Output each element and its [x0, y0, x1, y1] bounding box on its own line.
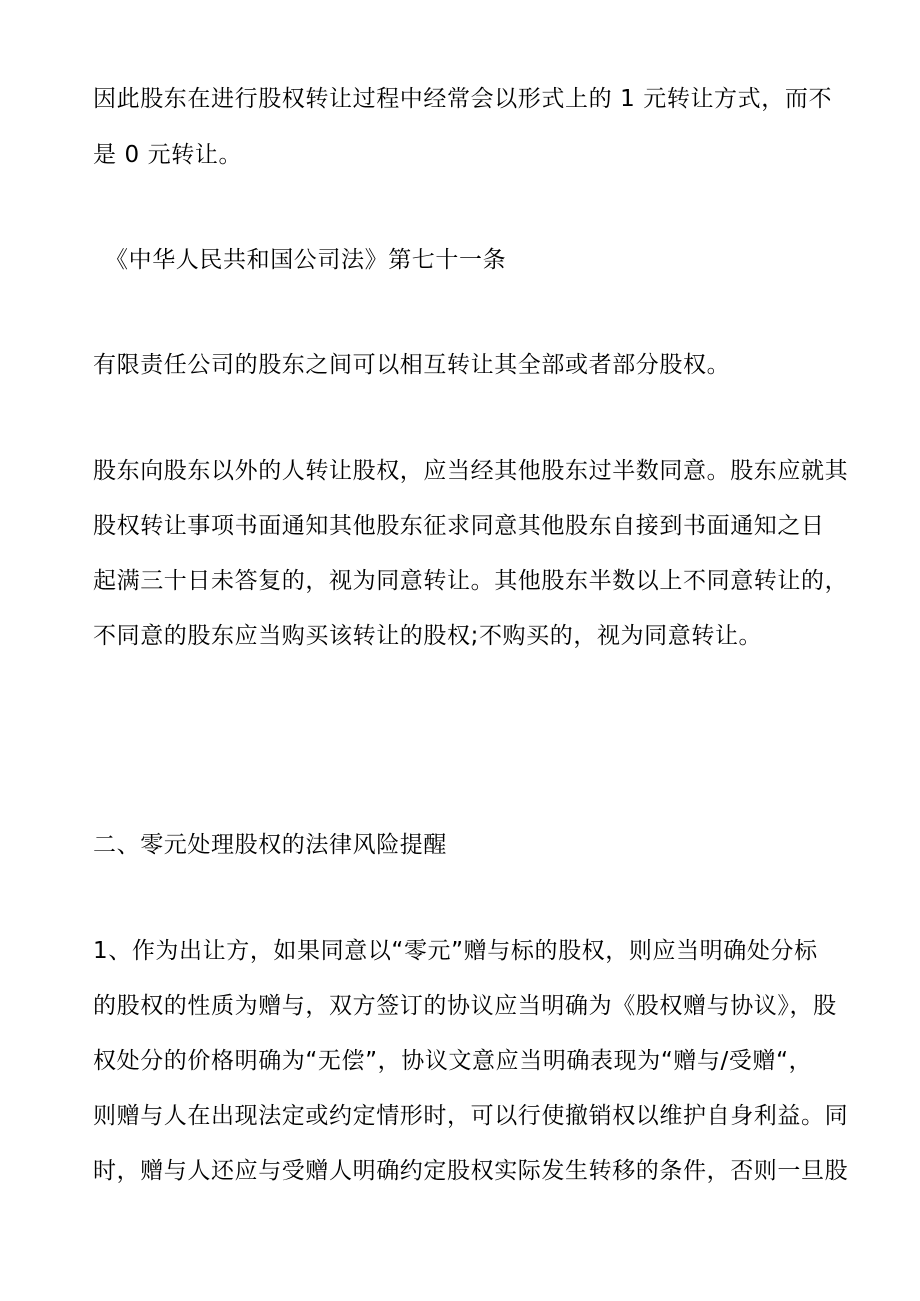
text-line-5: 股权转让事项书面通知其他股东征求同意其他股东自接到书面通知之日 [93, 513, 825, 539]
text-line-7: 不同意的股东应当购买该转让的股权;不购买的，视为同意转让。 [93, 623, 763, 649]
text-line-4: 股东向股东以外的人转让股权，应当经其他股东过半数同意。股东应就其 [93, 458, 849, 484]
text-line-12: 时，赠与人还应与受赠人明确约定股权实际发生转移的条件，否则一旦股 [93, 1158, 849, 1184]
text-line-3: 有限责任公司的股东之间可以相互转让其全部或者部分股权。 [93, 352, 731, 378]
text-line-10: 权处分的价格明确为“无偿”，协议文意应当明确表现为“赠与/受赠“， [93, 1048, 813, 1074]
text-line-9: 的股权的性质为赠与，双方签订的协议应当明确为《股权赠与协议》，股 [93, 993, 837, 1019]
text-line-8: 1、作为出让方，如果同意以“零元”赠与标的股权，则应当明确处分标 [93, 938, 818, 964]
law-article-heading: 《中华人民共和国公司法》第七十一条 [105, 247, 507, 273]
text-line-11: 则赠与人在出现法定或约定情形时，可以行使撤销权以维护自身利益。同 [93, 1103, 849, 1129]
text-line-2: 是 0 元转让。 [93, 142, 243, 168]
section-heading: 二、零元处理股权的法律风险提醒 [93, 832, 447, 858]
text-line-1: 因此股东在进行股权转让过程中经常会以形式上的 1 元转让方式，而不 [93, 86, 833, 112]
text-line-6: 起满三十日未答复的，视为同意转让。其他股东半数以上不同意转让的， [93, 568, 849, 594]
